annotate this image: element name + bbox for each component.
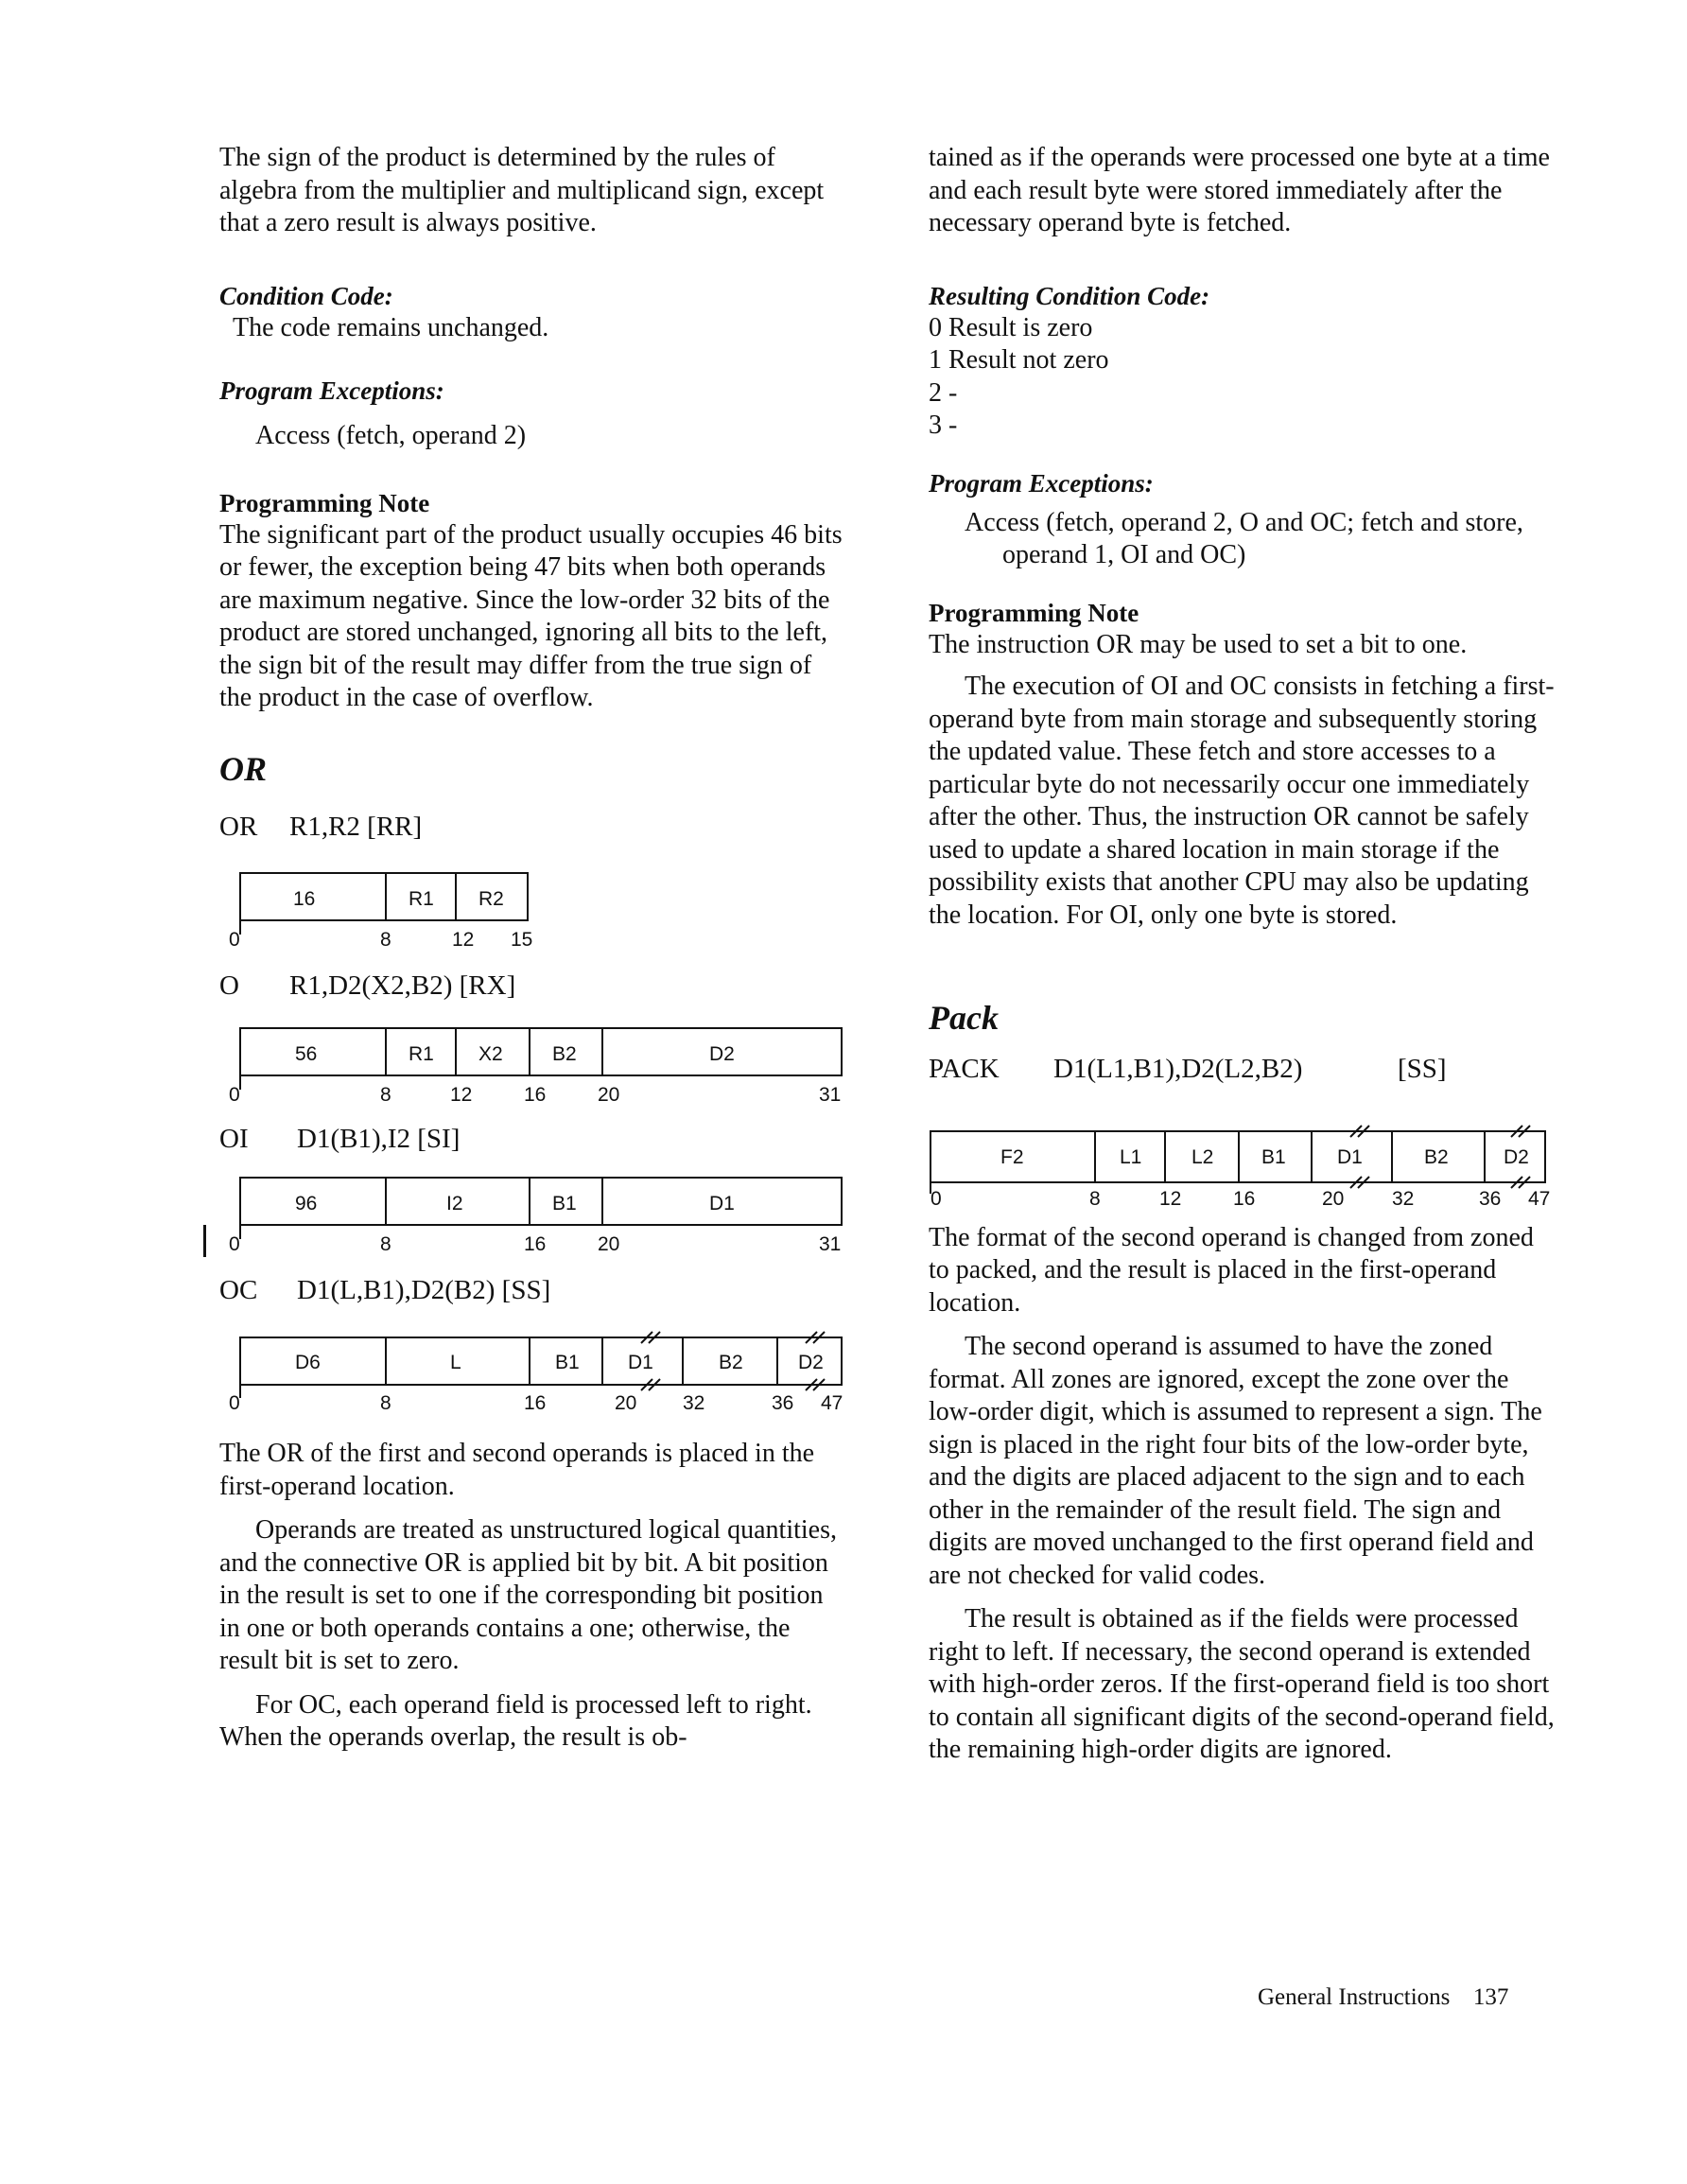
programming-note-heading: Programming Note xyxy=(929,598,1139,627)
cc-line: 3 - xyxy=(929,411,958,440)
field-b2: B2 xyxy=(1424,1145,1449,1168)
bit-label: 31 xyxy=(819,1233,842,1255)
field-opcode: 16 xyxy=(293,888,316,910)
bit-label: 8 xyxy=(380,1233,391,1255)
paragraph: For OC, each operand field is processed left to right. When the operands overlap, the result is ob- xyxy=(219,1689,812,1752)
bit-label: 8 xyxy=(380,1392,391,1414)
cc-line: 2 - xyxy=(929,377,958,408)
format-oc xyxy=(219,1273,848,1307)
paragraph: Operands are treated as unstructured logical quantities, and the connective OR is applied bit by bit. A bit position in the result is set to one if the corresponding bit position in one or both operands contains a one; otherwise, the result bit is set to zero. xyxy=(219,1515,837,1675)
field-b1: B1 xyxy=(1261,1145,1286,1168)
mnemonic: OR xyxy=(219,812,258,842)
program-exceptions-text: Access (fetch, operand 2) xyxy=(255,421,527,450)
paragraph: tained as if the operands were processed one byte at a time and each result byte were stored immediately after the necessary operand byte is fetched. xyxy=(929,143,1550,237)
bit-label: 31 xyxy=(819,1084,842,1106)
bit-label: 47 xyxy=(821,1392,844,1414)
field-d2: D2 xyxy=(1504,1145,1529,1168)
program-exceptions-heading: Program Exceptions: xyxy=(219,376,444,405)
bit-label: 15 xyxy=(511,929,533,951)
field-d1: D1 xyxy=(709,1193,735,1214)
ss-format-diagram xyxy=(219,1324,853,1414)
field-l1: L1 xyxy=(1120,1145,1142,1168)
paragraph: The sign of the product is determined by the rules of algebra from the multiplier and multiplicand sign, except that a zero result is always positive. xyxy=(219,143,825,237)
bit-label: 20 xyxy=(615,1392,637,1414)
cc-line: 0 Result is zero xyxy=(929,312,1093,342)
field-d2: D2 xyxy=(709,1043,735,1065)
field-r1: R1 xyxy=(409,1043,434,1065)
field-d1: D1 xyxy=(628,1352,653,1373)
operands: R1,R2 [RR] xyxy=(289,812,423,842)
condition-code-heading: Condition Code: xyxy=(219,281,393,310)
bit-label: 20 xyxy=(598,1233,620,1255)
bit-label: 16 xyxy=(524,1392,547,1414)
format-o xyxy=(219,969,848,1003)
bit-label: 16 xyxy=(524,1084,547,1106)
format-or xyxy=(219,810,848,844)
left-column xyxy=(219,142,848,1755)
programming-note-text: The significant part of the product usually occupies 46 bits or fewer, the exception being 47 bits when both operands are maximum negative. Since the low-order 32 bits of the product are stored unchanged, ignoring all bits to the left, the sign bit of the result may differ from the true sign of the product in the case of overflow. xyxy=(219,519,843,712)
paragraph: The instruction OR may be used to set a bit to one. xyxy=(929,629,1468,659)
field-b1: B1 xyxy=(555,1352,580,1373)
program-exceptions-text: Access (fetch, operand 2, O and OC; fetch and store, operand 1, OI and OC) xyxy=(965,507,1523,569)
field-i2: I2 xyxy=(446,1193,463,1214)
bit-label: 32 xyxy=(683,1392,705,1414)
field-d2: D2 xyxy=(798,1352,824,1373)
bit-label: 12 xyxy=(450,1084,473,1106)
programming-note-heading: Programming Note xyxy=(219,488,430,517)
operands: D1(L1,B1),D2(L2,B2) xyxy=(1053,1053,1303,1084)
resulting-condition-code-heading: Resulting Condition Code: xyxy=(929,281,1210,310)
change-bar xyxy=(203,1225,206,1257)
field-opcode: F2 xyxy=(1000,1145,1024,1168)
bit-label: 0 xyxy=(229,1233,240,1255)
paragraph: The second operand is assumed to have the zoned format. All zones are ignored, except the zone over the low-order digit, which is assumed to represent a sign. The sign is placed in the right four bits of the low-order byte, and the digits are placed adjacent to the sign and to each other in the remainder of the result field. The sign and digits are moved unchanged to the first operand field and are not checked for valid codes. xyxy=(929,1332,1542,1590)
bit-label: 32 xyxy=(1392,1187,1415,1210)
format-type: [SS] xyxy=(1398,1053,1447,1084)
field-opcode: 96 xyxy=(295,1193,318,1214)
field-opcode: D6 xyxy=(295,1352,321,1373)
section-title-or: OR xyxy=(219,749,268,788)
bit-label: 0 xyxy=(229,929,240,951)
bit-label: 16 xyxy=(1233,1187,1256,1210)
bit-label: 12 xyxy=(452,929,475,951)
mnemonic: OI xyxy=(219,1124,249,1154)
right-column xyxy=(929,142,1557,1767)
bit-label: 0 xyxy=(229,1084,240,1106)
field-r1: R1 xyxy=(409,888,434,910)
section-title-pack: Pack xyxy=(929,999,999,1037)
mnemonic: PACK xyxy=(929,1053,1000,1084)
field-x2: X2 xyxy=(478,1043,503,1065)
condition-code-text: The code remains unchanged. xyxy=(233,312,549,342)
page-footer xyxy=(1258,1984,1508,2011)
paragraph: The execution of OI and OC consists in fetching a first-operand byte from main storage and subsequently storing the updated value. These fetch and store accesses to a particular byte do not necessarily occur one immediately after the other. Thus, the instruction OR cannot be safely used to update a shared location in main storage if the possibility exists that another CPU may also be updating the location. For OI, only one byte is stored. xyxy=(929,672,1555,930)
format-oi xyxy=(219,1122,848,1156)
bit-label: 16 xyxy=(524,1233,547,1255)
bit-label: 36 xyxy=(1479,1187,1502,1210)
bit-label: 12 xyxy=(1159,1187,1182,1210)
bit-label: 8 xyxy=(380,1084,391,1106)
program-exceptions-heading: Program Exceptions: xyxy=(929,468,1154,498)
paragraph: The OR of the first and second operands is placed in the first-operand location. xyxy=(219,1439,815,1501)
operands: D1(B1),I2 [SI] xyxy=(297,1124,461,1154)
field-opcode: 56 xyxy=(295,1043,318,1065)
cc-line: 1 Result not zero xyxy=(929,345,1109,375)
rr-format-diagram xyxy=(219,870,541,951)
field-b1: B1 xyxy=(552,1193,577,1214)
bit-label: 36 xyxy=(772,1392,794,1414)
field-l2: L2 xyxy=(1191,1145,1214,1168)
bit-label: 20 xyxy=(1322,1187,1345,1210)
bit-label: 20 xyxy=(598,1084,620,1106)
field-b2: B2 xyxy=(552,1043,577,1065)
mnemonic: OC xyxy=(219,1275,258,1305)
operands: D1(L,B1),D2(B2) [SS] xyxy=(297,1275,551,1305)
mnemonic: O xyxy=(219,970,239,1001)
field-d1: D1 xyxy=(1337,1145,1363,1168)
page-number: 137 xyxy=(1472,1984,1509,2010)
format-pack xyxy=(929,1052,1557,1086)
bit-label: 0 xyxy=(930,1187,942,1210)
si-format-diagram xyxy=(219,1175,853,1255)
operands: R1,D2(X2,B2) [RX] xyxy=(289,970,516,1001)
pack-format-diagram xyxy=(929,1114,1562,1210)
paragraph: The result is obtained as if the fields were processed right to left. If necessary, the second operand is extended with high-order zeros. If the first-operand field is too short to contain all significant digits of the second-operand field, the remaining high-order digits are ignored. xyxy=(929,1604,1555,1764)
footer-label: General Instructions xyxy=(1258,1984,1451,2010)
bit-label: 8 xyxy=(1089,1187,1101,1210)
paragraph: The format of the second operand is changed from zoned to packed, and the result is placed in the first-operand location. xyxy=(929,1222,1534,1318)
field-b2: B2 xyxy=(719,1352,743,1373)
field-l: L xyxy=(450,1352,461,1373)
bit-label: 0 xyxy=(229,1392,240,1414)
rx-format-diagram xyxy=(219,1025,853,1106)
bit-label: 47 xyxy=(1528,1187,1551,1210)
bit-label: 8 xyxy=(380,929,391,951)
field-r2: R2 xyxy=(478,888,504,910)
